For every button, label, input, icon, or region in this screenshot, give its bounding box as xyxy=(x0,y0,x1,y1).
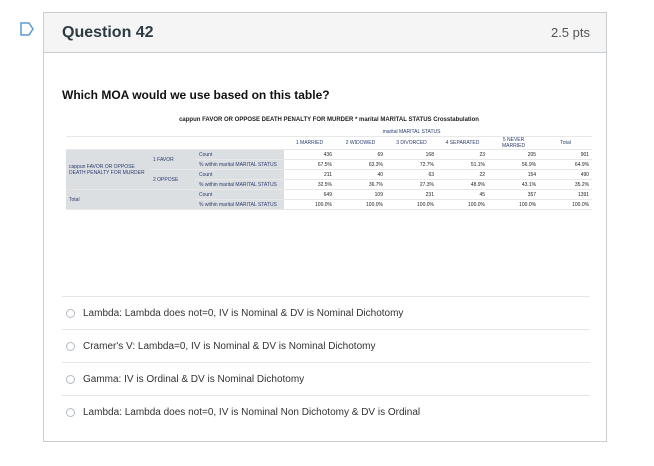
row-category: 1 FAVOR xyxy=(150,150,196,170)
table-cell: 51.1% xyxy=(437,160,488,170)
table-cell: 100.0% xyxy=(488,200,539,210)
crosstab-header-row-1 xyxy=(66,127,592,137)
row-variable-label: cappun FAVOR OR OPPOSE DEATH PENALTY FOR MURDER xyxy=(66,150,150,190)
radio-button[interactable] xyxy=(66,408,75,417)
table-cell: 67.5% xyxy=(284,160,335,170)
table-cell: 22 xyxy=(437,170,488,180)
table-cell: 36.7% xyxy=(335,180,386,190)
row-category: 2 OPPOSE xyxy=(150,170,196,190)
answer-label: Gamma: IV is Ordinal & DV is Nominal Dichotomy xyxy=(83,373,305,385)
answer-label: Lambda: Lambda does not=0, IV is Nominal & DV is Nominal Dichotomy xyxy=(83,307,404,319)
question-title: Question 42 xyxy=(62,23,154,41)
column-header: 2 WIDOWED xyxy=(335,137,386,150)
table-cell: 45 xyxy=(437,190,488,200)
table-cell: 35.2% xyxy=(539,180,592,190)
table-cell: 109 xyxy=(335,190,386,200)
crosstab-header-row-2 xyxy=(66,137,592,150)
table-cell: 100.0% xyxy=(284,200,335,210)
answer-label: Lambda: Lambda does not=0, IV is Nominal Non Dichotomy & DV is Ordinal xyxy=(83,406,421,418)
table-cell: 490 xyxy=(539,170,592,180)
table-cell: 211 xyxy=(284,170,335,180)
table-cell: 48.9% xyxy=(437,180,488,190)
radio-button[interactable] xyxy=(66,309,75,318)
crosstab-table xyxy=(66,127,592,210)
table-cell: 40 xyxy=(335,170,386,180)
table-cell: 1391 xyxy=(539,190,592,200)
answer-list xyxy=(62,296,590,428)
answer-option-2[interactable] xyxy=(62,329,590,362)
answer-label: Cramer's V: Lambda=0, IV is Nominal & DV is Nominal Dichotomy xyxy=(83,340,376,352)
column-header: 5 NEVER MARRIED xyxy=(488,137,539,150)
table-cell: 72.7% xyxy=(386,160,437,170)
table-cell: 63 xyxy=(386,170,437,180)
table-cell: 100.0% xyxy=(437,200,488,210)
table-cell: 64.9% xyxy=(539,160,592,170)
crosstab-image xyxy=(66,117,592,210)
total-label: Total xyxy=(66,190,196,210)
radio-button[interactable] xyxy=(66,375,75,384)
table-row xyxy=(66,190,592,200)
table-cell: 154 xyxy=(488,170,539,180)
question-card xyxy=(43,12,607,442)
table-cell: 63.3% xyxy=(335,160,386,170)
stat-label: % within marital MARITAL STATUS xyxy=(196,200,284,210)
stat-label: Count xyxy=(196,190,284,200)
column-header: 1 MARRIED xyxy=(284,137,335,150)
table-cell: 100.0% xyxy=(335,200,386,210)
table-cell: 357 xyxy=(488,190,539,200)
table-cell: 27.3% xyxy=(386,180,437,190)
question-points: 2.5 pts xyxy=(550,25,590,40)
column-header: 3 DIVORCED xyxy=(386,137,437,150)
bookmark-icon[interactable] xyxy=(19,21,35,37)
answer-option-3[interactable] xyxy=(62,362,590,395)
column-header: Total xyxy=(539,137,592,150)
stat-label: % within marital MARITAL STATUS xyxy=(196,180,284,190)
table-cell: 69 xyxy=(335,150,386,160)
table-cell: 100.0% xyxy=(539,200,592,210)
table-cell: 649 xyxy=(284,190,335,200)
table-cell: 168 xyxy=(386,150,437,160)
column-header: 4 SEPARATED xyxy=(437,137,488,150)
radio-button[interactable] xyxy=(66,342,75,351)
table-cell: 231 xyxy=(386,190,437,200)
answer-option-4[interactable] xyxy=(62,395,590,428)
table-cell: 901 xyxy=(539,150,592,160)
table-cell: 23 xyxy=(437,150,488,160)
table-cell: 205 xyxy=(488,150,539,160)
crosstab-title: cappun FAVOR OR OPPOSE DEATH PENALTY FOR MURDER * marital MARITAL STATUS Crosstabulation xyxy=(179,117,479,123)
table-cell: 100.0% xyxy=(386,200,437,210)
table-cell: 436 xyxy=(284,150,335,160)
stat-label: % within marital MARITAL STATUS xyxy=(196,160,284,170)
table-cell: 32.5% xyxy=(284,180,335,190)
table-row xyxy=(66,150,592,160)
col-group-label: marital MARITAL STATUS xyxy=(284,127,539,137)
table-cell: 56.9% xyxy=(488,160,539,170)
stat-label: Count xyxy=(196,150,284,160)
answer-option-1[interactable] xyxy=(62,296,590,329)
question-header xyxy=(44,13,606,53)
table-cell: 43.1% xyxy=(488,180,539,190)
stat-label: Count xyxy=(196,170,284,180)
question-text: Which MOA would we use based on this table? xyxy=(62,88,330,102)
